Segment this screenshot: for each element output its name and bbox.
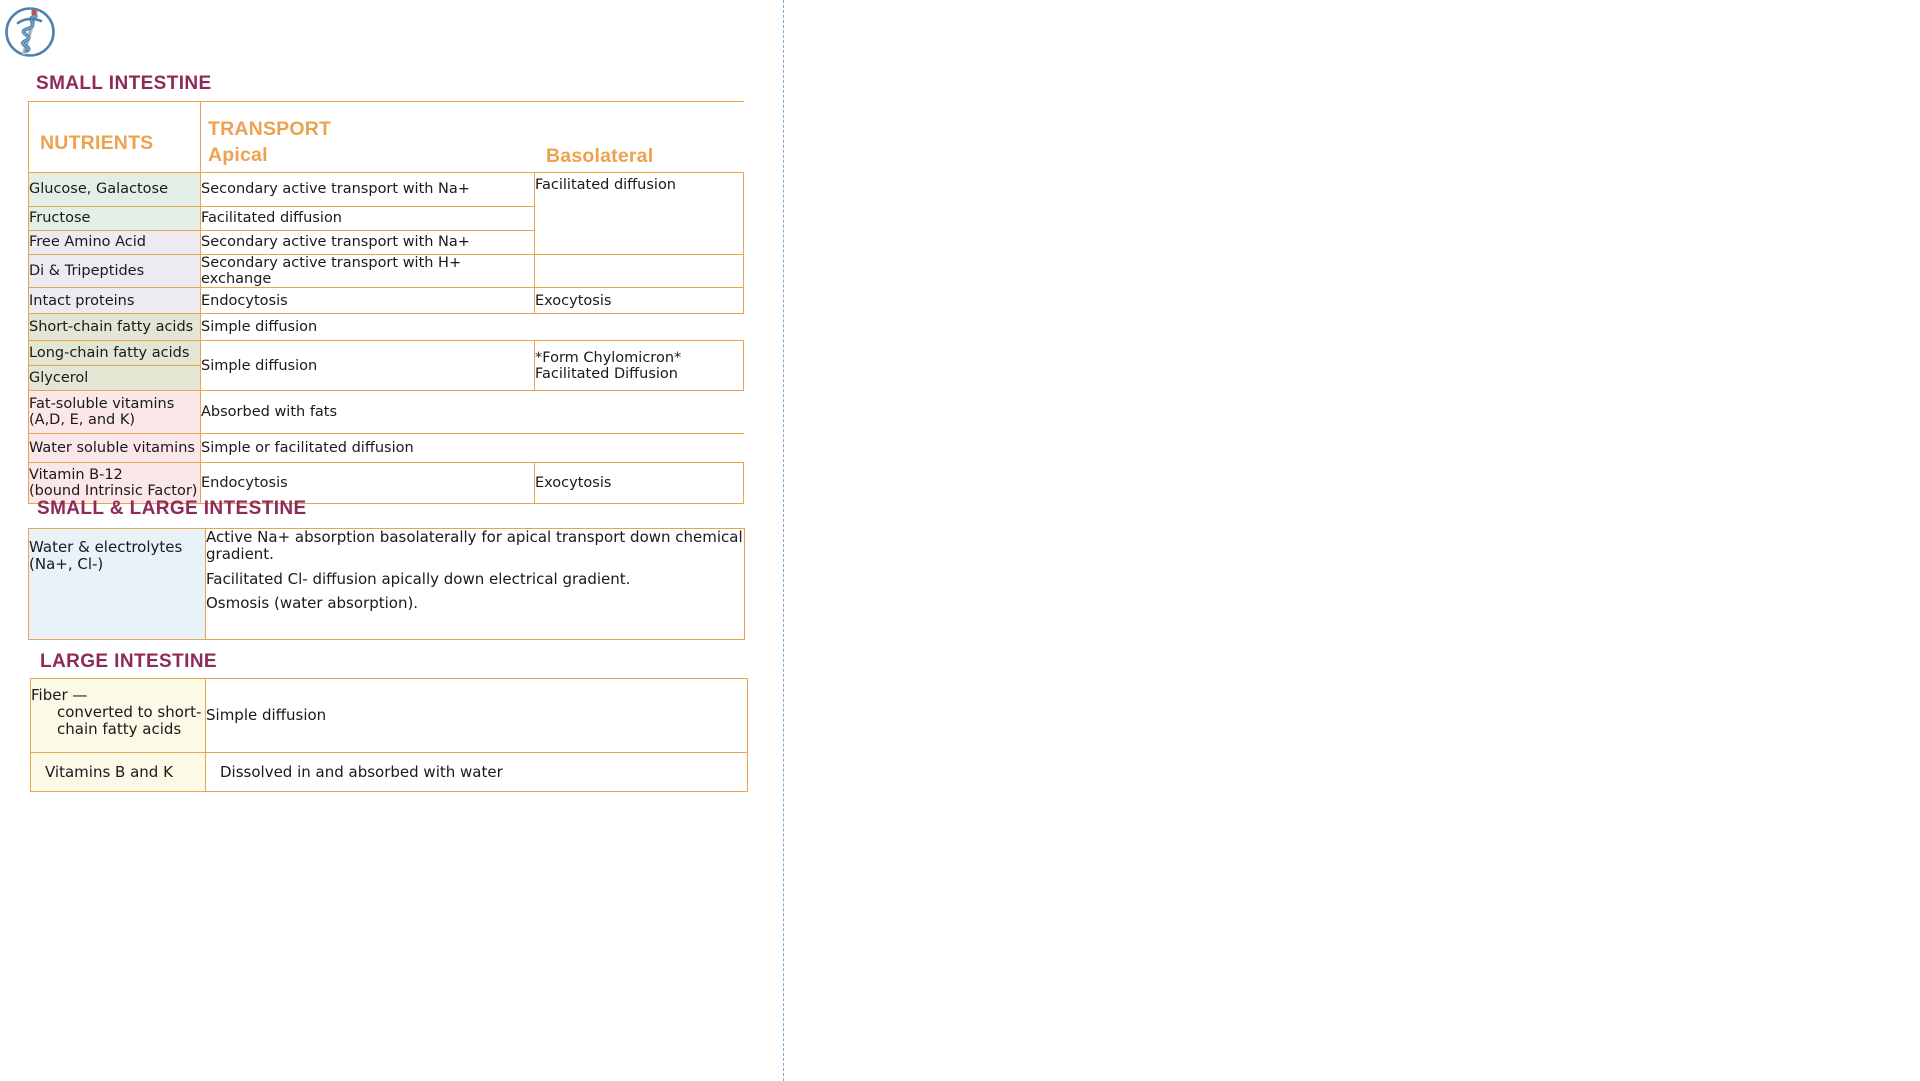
nutrient-line-2: converted to short-	[57, 702, 202, 721]
page-guide-line	[783, 0, 784, 1081]
cell-basolateral: Exocytosis	[535, 463, 744, 504]
table-row	[29, 391, 744, 434]
table-row	[29, 288, 744, 314]
basolateral-line-2: Facilitated Diffusion	[535, 365, 678, 382]
cell-basolateral: Exocytosis	[535, 288, 744, 314]
header-cell-nutrients	[29, 102, 201, 173]
page-title-small-and-large-intestine: SMALL & LARGE INTESTINE	[37, 498, 307, 519]
cell-apical: Endocytosis	[201, 463, 535, 504]
table-row	[31, 753, 748, 792]
cell-nutrient: Long-chain fatty acids	[29, 341, 201, 366]
cell-nutrient: Short-chain fatty acids	[29, 314, 201, 341]
cell-apical: Endocytosis	[201, 288, 535, 314]
table-row	[29, 341, 744, 366]
nutrient-line-2: (Na+, Cl-)	[29, 554, 104, 573]
cell-nutrient	[29, 391, 201, 434]
transport-line-2: Facilitated Cl- diffusion apically down electrical gradient.	[206, 569, 631, 588]
nutrient-line-3: chain fatty acids	[57, 719, 182, 738]
caduceus-logo	[3, 5, 59, 61]
nutrient-line-2: (A,D, E, and K)	[29, 412, 136, 429]
nutrient-line-1: Fat-soluble vitamins	[29, 396, 175, 413]
nutrient-line-1: Water & electrolytes	[29, 538, 183, 556]
nutrient-line-1: Vitamin B-12	[29, 467, 123, 484]
cell-nutrient: Free Amino Acid	[29, 231, 201, 255]
nutrient-line-1: Fiber —	[31, 686, 88, 704]
cell-apical: Simple diffusion	[201, 341, 535, 391]
basolateral-line-1: *Form Chylomicron*	[535, 349, 682, 366]
nutrient-line-2: (bound Intrinsic Factor)	[29, 483, 198, 500]
cell-basolateral	[535, 341, 744, 391]
table-row	[29, 314, 744, 341]
cell-nutrient: Water soluble vitamins	[29, 434, 201, 463]
table-row	[29, 255, 744, 288]
cell-basolateral: Facilitated diffusion	[535, 173, 744, 255]
cell-apical: Simple diffusion	[201, 314, 744, 341]
cell-transport: Dissolved in and absorbed with water	[206, 753, 748, 792]
cell-transport	[206, 529, 745, 640]
cell-apical: Secondary active transport with H+ exchange	[201, 255, 535, 288]
cell-apical: Secondary active transport with Na+	[201, 231, 535, 255]
cell-nutrient	[31, 679, 206, 753]
cell-basolateral-empty	[535, 255, 744, 288]
cell-nutrient: Glycerol	[29, 366, 201, 391]
cell-transport: Simple diffusion	[206, 679, 748, 753]
table-row	[29, 434, 744, 463]
cell-nutrient: Intact proteins	[29, 288, 201, 314]
large-intestine-table	[30, 678, 748, 792]
table-row	[31, 679, 748, 753]
cell-apical: Secondary active transport with Na+	[201, 173, 535, 207]
column-header-nutrients: NUTRIENTS	[40, 131, 154, 154]
transport-line-1: Active Na+ absorption basolaterally for apical transport down chemical gradient.	[206, 528, 743, 563]
cell-apical: Absorbed with fats	[201, 391, 744, 434]
cell-nutrient	[29, 529, 206, 640]
table-row	[29, 173, 744, 207]
header-cell-transport	[201, 102, 744, 173]
small-and-large-intestine-table	[28, 528, 745, 640]
cell-apical: Facilitated diffusion	[201, 207, 535, 231]
column-header-basolateral: Basolateral	[546, 145, 654, 168]
cell-nutrient: Glucose, Galactose	[29, 173, 201, 207]
column-header-transport: TRANSPORT	[208, 118, 332, 141]
table-row	[29, 529, 745, 640]
small-intestine-table	[28, 101, 744, 504]
table-header-row	[29, 102, 744, 173]
column-header-apical: Apical	[208, 143, 268, 166]
page-title-large-intestine: LARGE INTESTINE	[40, 651, 218, 672]
page-title-small-intestine: SMALL INTESTINE	[36, 73, 212, 94]
cell-nutrient: Vitamins B and K	[31, 753, 206, 792]
transport-line-3: Osmosis (water absorption).	[206, 594, 419, 613]
cell-nutrient: Fructose	[29, 207, 201, 231]
cell-apical: Simple or facilitated diffusion	[201, 434, 744, 463]
cell-nutrient: Di & Tripeptides	[29, 255, 201, 288]
